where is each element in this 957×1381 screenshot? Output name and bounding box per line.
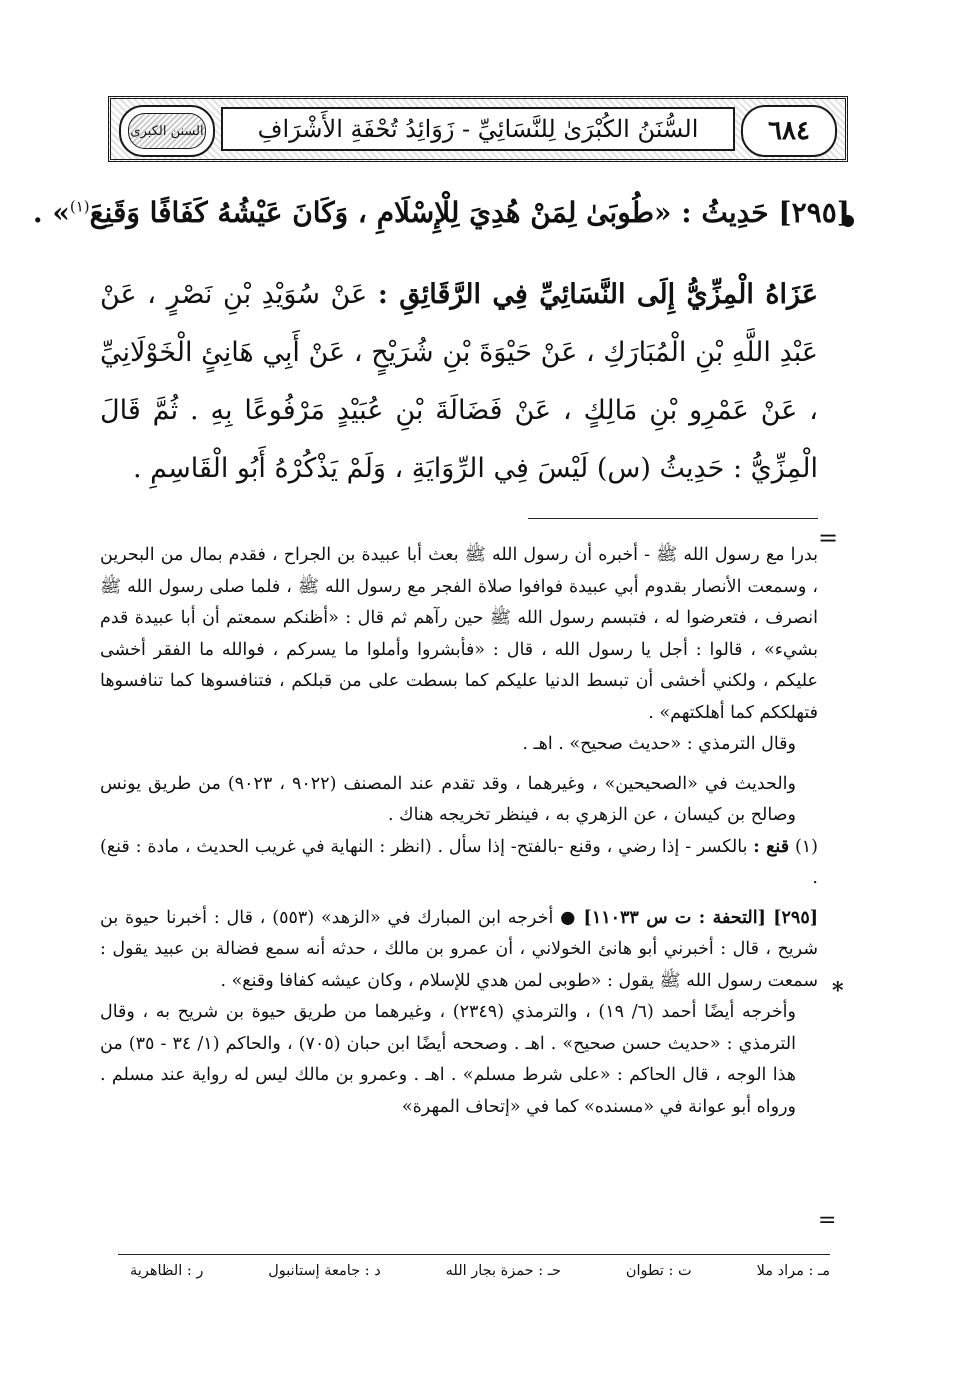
attribution-lead: عَزَاهُ الْمِزِّيُّ إِلَى النَّسَائِيِّ فِي الرَّقَائِقِ : <box>377 279 818 310</box>
source-item: مـ : مراد ملا <box>756 1263 830 1279</box>
footnote-1 <box>100 832 818 895</box>
takhrij-label: [٢٩٥] [التحفة : ت س ١١٠٣٣] <box>583 907 818 928</box>
source-item: د : جامعة إستانبول <box>268 1263 381 1279</box>
carry-over-paragraph: بدرا مع رسول الله ﷺ - أخبره أن رسول الله ﷺ بعث أبا عبيدة بن الجراح ، فقدم بمال من البحرين ، وسمعت الأنصار بقدوم أبي عبيدة فوافوا صلاة الفجر مع رسول الله ﷺ ، فلما صلى رسول الله ﷺ انصرف ، فتعرضوا له ، فتبسم رسول الله ﷺ حين رآهم ثم قال : «أظنكم سمعتم أن أبا عبيدة قدم بشيء» ، قالوا : أجل يا رسول الله ، قال : «فأبشروا وأملوا ما يسركم ، فوالله ما الفقر أخشى عليكم ، ولكني أخشى أن تبسط الدنيا عليكم كما بسطت على من قبلكم ، فتنافسوها كما تنافسوها فتهلككم كما أهلكتهم» . <box>100 545 818 723</box>
takhrij-text: أخرجه ابن المبارك في «الزهد» (٥٥٣) ، قال : أخبرنا حيوة بن شريح ، قال : أخبرني أبو هانئ الخولاني ، أن عمرو بن مالك ، حدثه أنه سمع فضالة بن عبيد يقول : سمعت رسول الله ﷺ يقول : «طوبى لمن هدي للإسلام ، وكان عيشه كفافا وقنع» . <box>100 907 818 991</box>
running-title: السُّنَنُ الكُبْرَىٰ لِلنَّسَائِيِّ - زَوَائِدُ تُحْفَةِ الأَشْرَافِ <box>257 115 699 143</box>
source-item: ر : الظاهرية <box>130 1263 204 1279</box>
hadith-number: [٢٩٥] <box>778 196 850 229</box>
page-number: ٦٨٤ <box>768 116 810 146</box>
takhrij-more-paragraph: وأخرجه أيضًا أحمد (٦/ ١٩) ، والترمذي (٢٣٤٩) ، وغيرهما من طريق حيوة بن شريح به ، وقال الترمذي : «حديث حسن صحيح» . اهـ . وصححه أيضًا ابن حبان (٧٠٥) ، والحاكم (١/ ٣٤ - ٣٥) من هذا الوجه ، قال الحاكم : «على شرط مسلم» . اهـ . وعمرو بن مالك ليس له رواية عند مسلم . ورواه أبو عوانة في «مسنده» كما في «إتحاف المهرة» <box>100 1002 796 1117</box>
sahihayn-paragraph: والحديث في «الصحيحين» ، وغيرهما ، وقد تقدم عند المصنف (٩٠٢٢ ، ٩٠٢٣) من طريق يونس وصالح بن كيسان ، عن الزهري به ، فينظر تخريجه هناك . <box>100 773 796 825</box>
manuscript-sources <box>130 1263 830 1279</box>
hadith-heading <box>32 196 850 229</box>
tirmidhi-line: وقال الترمذي : «حديث صحيح» . اهـ . <box>522 734 796 754</box>
source-item: حـ : حمزة بجار الله <box>445 1263 561 1279</box>
attribution-body: عَنْ سُوَيْدِ بْنِ نَصْرٍ ، عَنْ عَبْدِ اللَّهِ بْنِ الْمُبَارَكِ ، عَنْ حَيْوَةَ بْنِ شُرَيْحٍ ، عَنْ أَبِي هَانِئٍ الْخَوْلَانِيِّ ، عَنْ عَمْرِو بْنِ مَالِكٍ ، عَنْ فَضَالَةَ بْنِ عُبَيْدٍ مَرْفُوعًا بِهِ . ثُمَّ قَالَ الْمِزِّيُّ : حَدِيثُ (س) لَيْسَ فِي الرِّوَايَةِ ، وَلَمْ يَذْكُرْهُ أَبُو الْقَاسِمِ . <box>100 279 818 484</box>
carry-over-mark: = <box>818 524 839 552</box>
source-item: ت : تطوان <box>625 1263 692 1279</box>
emblem-seal-icon <box>128 113 206 149</box>
takhrij-bullet-icon: ● <box>553 907 577 928</box>
hadith-text: «طُوبَىٰ لِمَنْ هُدِيَ لِلْإِسْلَامِ ، وَكَانَ عَيْشُهُ كَفَافًا وَقَنِعَ <box>89 196 672 229</box>
hadith-word: حَدِيثُ : <box>681 196 769 229</box>
footnote-1-number: (١) <box>794 836 818 857</box>
hadith-closing: » . <box>32 196 70 229</box>
continued-mark: = <box>818 1208 837 1233</box>
emblem-text: السنن الكبرى <box>130 123 204 139</box>
sources-divider <box>118 1254 830 1255</box>
page-number-cartouche <box>741 105 837 157</box>
footnotes <box>100 540 818 1123</box>
takhrij-paragraph <box>100 903 818 998</box>
page-header <box>108 96 848 162</box>
footnote-1-text: بالكسر - إذا رضي ، وقنع -بالفتح- إذا سأل . (انظر : النهاية في غريب الحديث ، مادة : قنع) . <box>100 836 818 888</box>
running-title-box <box>221 107 735 151</box>
footnote-ref: (١) <box>69 197 90 216</box>
main-text <box>100 266 818 498</box>
footnote-1-word: قنع : <box>753 836 790 857</box>
star-mark: * <box>832 978 844 1004</box>
footnote-divider <box>528 518 818 519</box>
book-emblem <box>119 105 215 157</box>
